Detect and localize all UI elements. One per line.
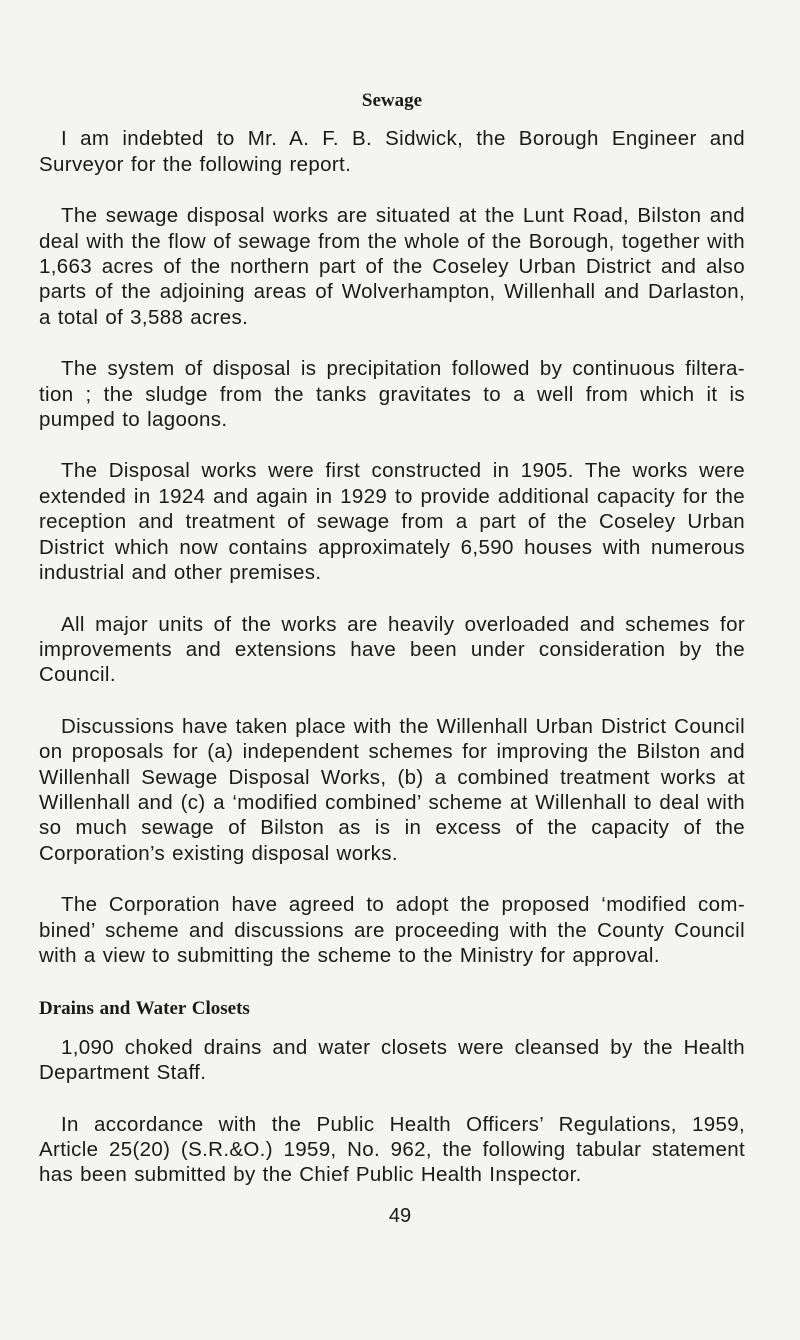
section-heading-drains: Drains and Water Closets [39,998,250,1020]
paragraph-modified-scheme: The Corporation have agreed to adopt the proposed ‘modified com-bined’ scheme and discussions are proceeding with the County Council with a view to submitting the scheme to the Ministry for approval. [39,893,745,967]
page-number: 49 [388,1205,412,1227]
paragraph-works-location: The sewage disposal works are situated at the Lunt Road, Bilston and deal with the flow of sewage from the whole of the Borough, together with 1,663 acres of the northern part of the Coseley Urban District and also parts of the adjoining areas of Wolverhampton, Willenhall and Darlaston, a total of 3,588 acres. [39,204,745,329]
paragraph-choked-drains: 1,090 choked drains and water closets were cleansed by the Health Department Staff. [39,1035,745,1085]
paragraph-overloading: All major units of the works are heavily overloaded and schemes for improvements and extensions have been under consideration by the Council. [39,612,745,687]
paragraph-discussions: Discussions have taken place with the Willenhall Urban District Council on proposals for (a) independent schemes for improving the Bilston and Willenhall Sewage Disposal Works, (b) a combined treatment works at Willenhall and (c) a ‘modified combined’ scheme at Willenhall to deal with so much sewage of Bilston as is in excess of the capacity of the Corporation’s existing disposal works. [39,714,745,865]
paragraph-regulations: In accordance with the Public Health Officers’ Regulations, 1959, Article 25(20) (S.R.&O.) 1959, No. 962, the following tabular statement has been submitted by the Chief Public Health Inspector. [39,1112,745,1187]
paragraph-disposal-system: The system of disposal is precipitation followed by continuous filtera-tion ; the sludge from the tanks gravitates to a well from which it is pumped to lagoons. [39,357,745,432]
paragraph-acknowledgement: I am indebted to Mr. A. F. B. Sidwick, the Borough Engineer and Surveyor for the following report. [39,127,745,176]
paragraph-works-history: The Disposal works were first constructed in 1905. The works were extended in 1924 and again in 1929 to provide additional capacity for the reception and treatment of sewage from a part of the Coseley Urban District which now contains approximately 6,590 houses with numerous industrial and other premises. [39,459,745,585]
document-page [39,88,745,1214]
section-heading-sewage: Sewage [361,90,423,111]
